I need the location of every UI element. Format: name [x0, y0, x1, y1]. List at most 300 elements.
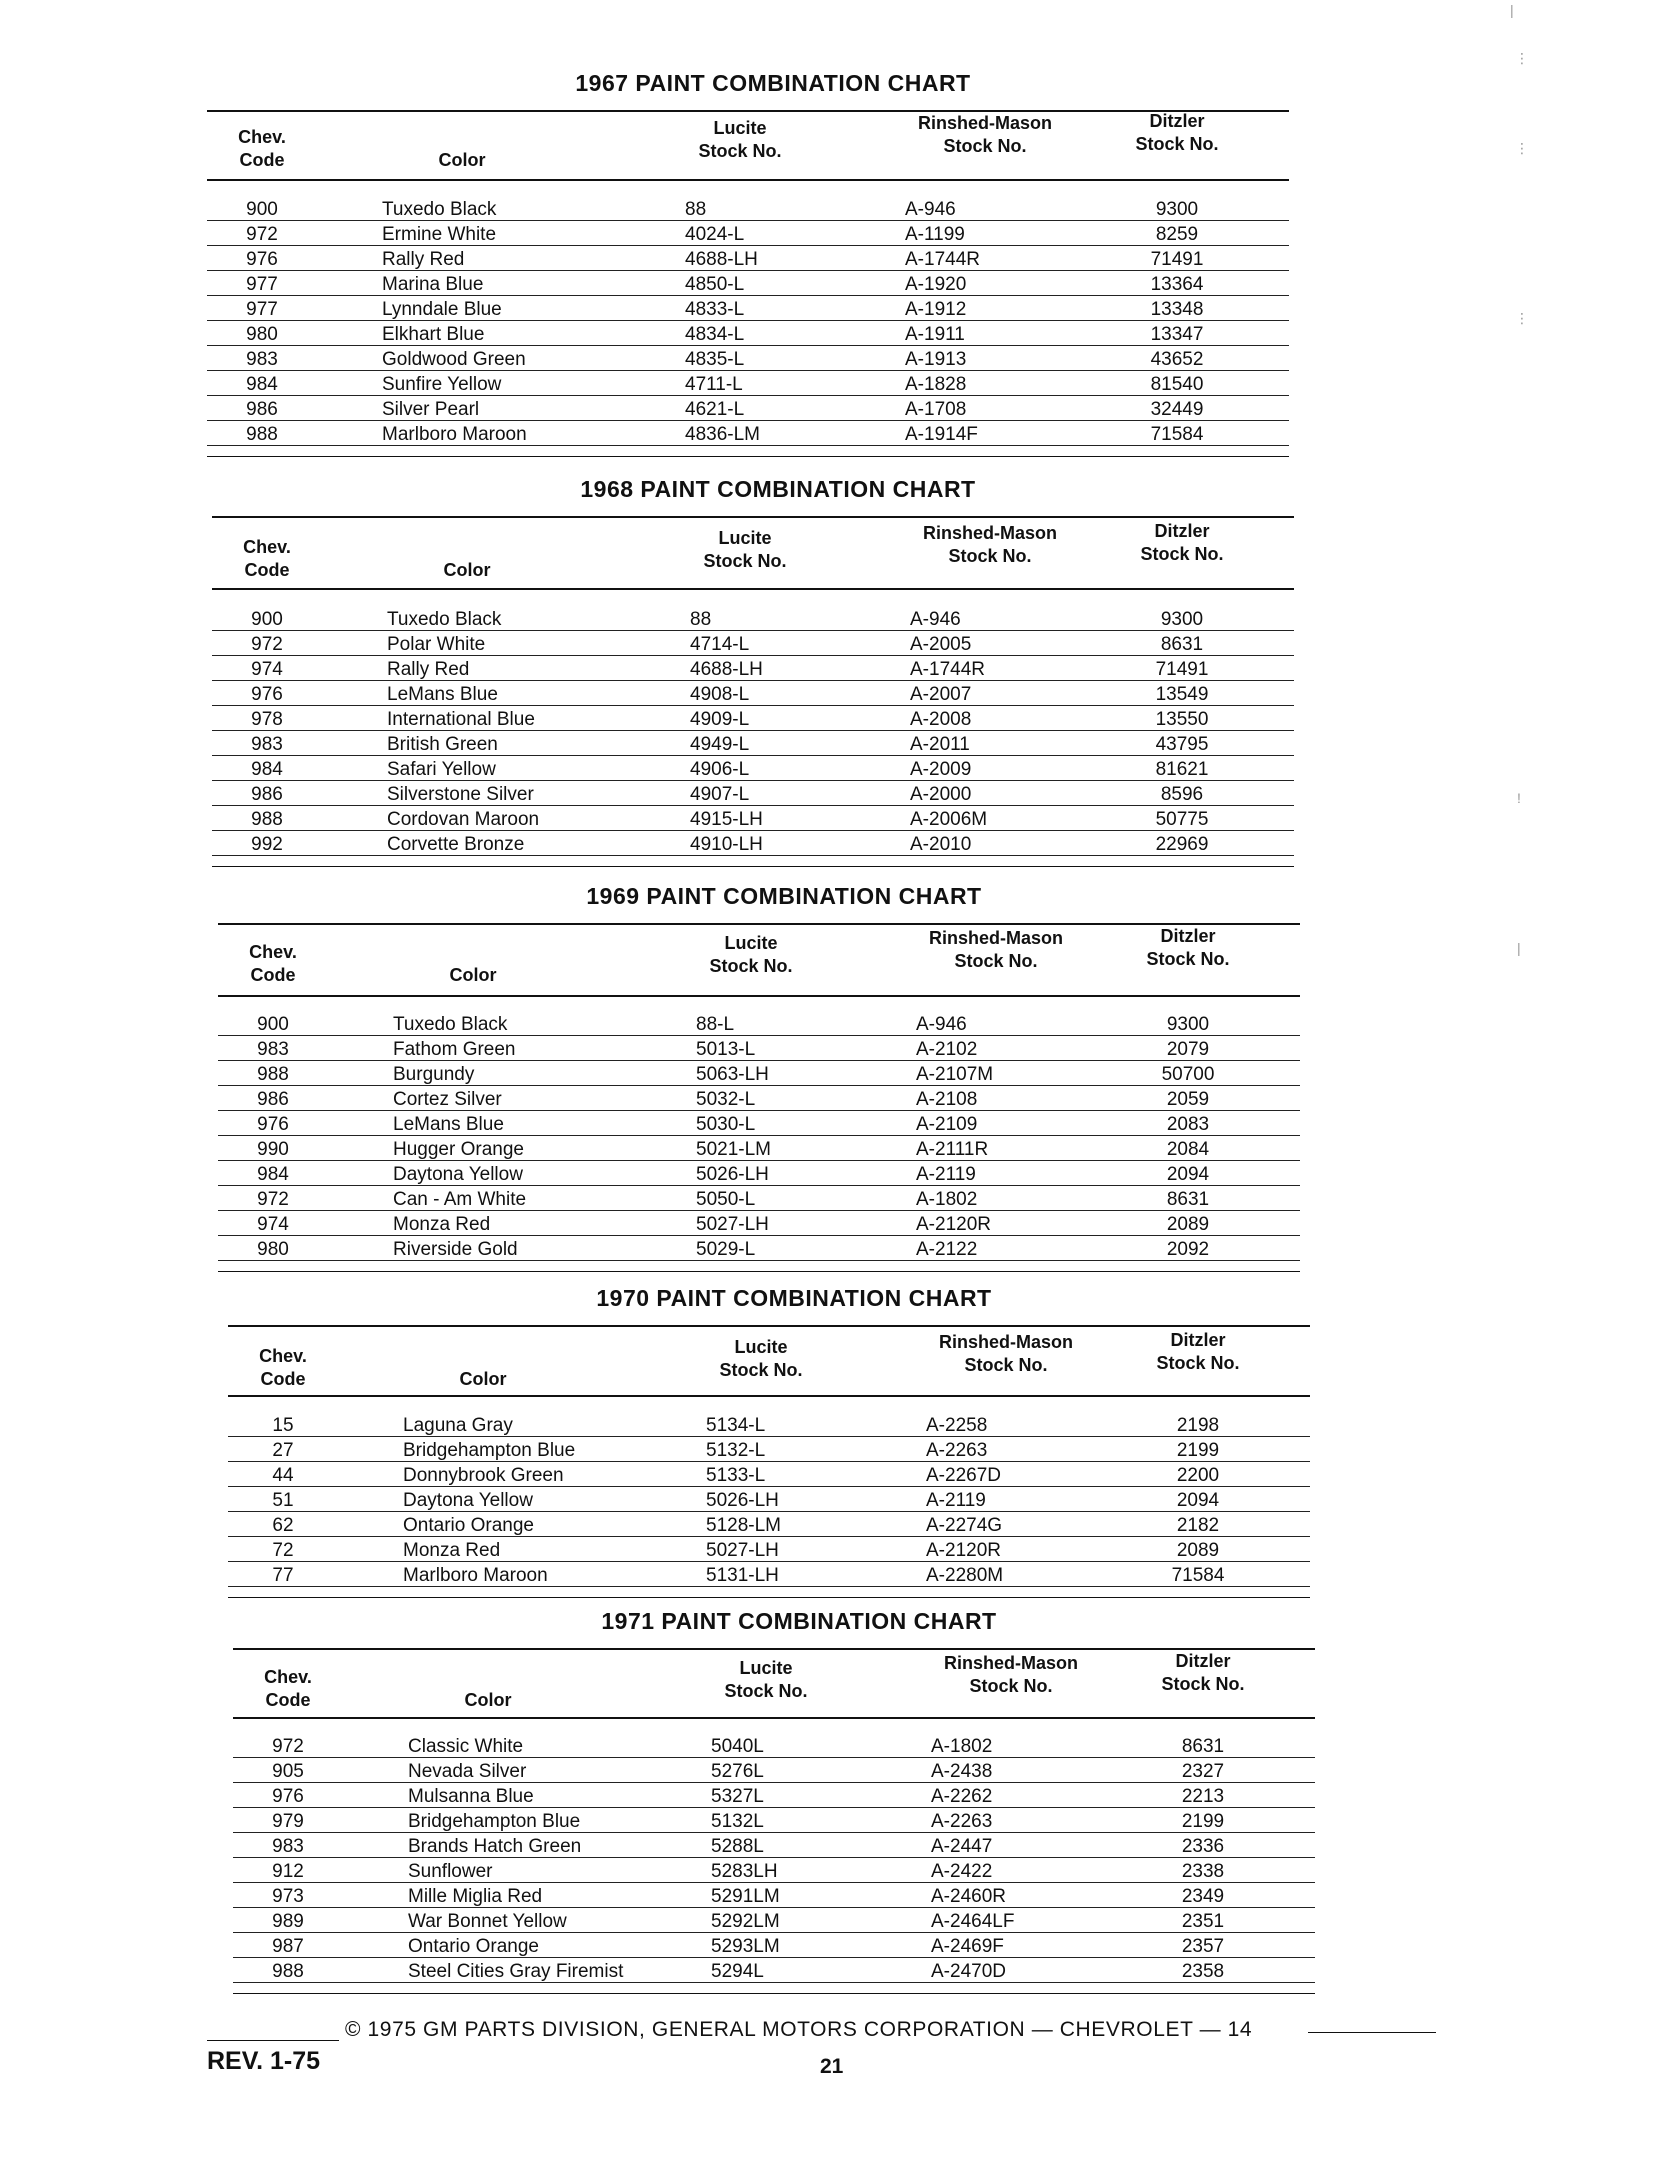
table-bottom-rule — [207, 456, 1289, 457]
cell-lucite: 5133-L — [706, 1465, 766, 1486]
cell-color: Sunfire Yellow — [382, 374, 502, 395]
cell-lucite: 5032-L — [696, 1089, 756, 1110]
cell-rinshed: A-2469F — [931, 1936, 1004, 1957]
cell-color: Ontario Orange — [408, 1936, 539, 1957]
column-header-ditzler: Ditzler Stock No. — [1146, 926, 1230, 969]
cell-color: Marlboro Maroon — [403, 1565, 548, 1586]
cell-ditzler: 13348 — [1150, 299, 1204, 320]
cell-lucite: 5291LM — [711, 1886, 780, 1907]
table-row — [218, 1236, 1300, 1261]
cell-lucite: 5027-LH — [696, 1214, 769, 1235]
table-row — [212, 606, 1294, 631]
cell-code: 983 — [272, 1836, 304, 1857]
header-top-rule — [212, 516, 1294, 518]
table-row — [218, 1036, 1300, 1061]
column-header-color: Color — [449, 965, 497, 985]
cell-rinshed: A-2111R — [916, 1139, 989, 1160]
cell-color: Cordovan Maroon — [387, 809, 540, 830]
cell-code: 72 — [272, 1540, 294, 1561]
cell-color: Tuxedo Black — [382, 199, 497, 220]
cell-code: 987 — [272, 1936, 304, 1957]
cell-color: LeMans Blue — [387, 684, 498, 705]
column-header-color: Color — [464, 1690, 512, 1710]
cell-rinshed: A-2280M — [926, 1565, 1004, 1586]
cell-rinshed: A-2107M — [916, 1064, 994, 1085]
cell-rinshed: A-2009 — [910, 759, 972, 780]
cell-ditzler: 13347 — [1150, 324, 1204, 345]
column-header-ditzler: Ditzler Stock No. — [1140, 521, 1224, 564]
cell-lucite: 88-L — [696, 1014, 735, 1035]
cell-color: Silver Pearl — [382, 399, 480, 420]
table-row — [207, 421, 1289, 446]
table-row — [218, 1011, 1300, 1036]
table-row — [212, 631, 1294, 656]
table-row — [228, 1537, 1310, 1562]
cell-lucite: 4621-L — [685, 399, 745, 420]
cell-color: LeMans Blue — [393, 1114, 504, 1135]
cell-rinshed: A-2102 — [916, 1039, 978, 1060]
cell-code: 988 — [272, 1961, 304, 1982]
table-row — [233, 1758, 1315, 1783]
cell-color: Polar White — [387, 634, 486, 655]
cell-rinshed: A-2119 — [916, 1164, 976, 1185]
chart-title: 1971 PAINT COMBINATION CHART — [601, 1608, 997, 1634]
cell-code: 977 — [246, 299, 278, 320]
cell-ditzler: 2358 — [1181, 1961, 1225, 1982]
footer-rule-left — [207, 2040, 339, 2041]
table-row — [233, 1933, 1315, 1958]
cell-code: 976 — [272, 1786, 304, 1807]
cell-ditzler: 2089 — [1176, 1540, 1220, 1561]
table-row — [207, 221, 1289, 246]
cell-rinshed: A-2120R — [926, 1540, 1001, 1561]
cell-ditzler: 2089 — [1166, 1214, 1210, 1235]
cell-ditzler: 2084 — [1166, 1139, 1210, 1160]
cell-rinshed: A-2120R — [916, 1214, 991, 1235]
table-row — [233, 1958, 1315, 1983]
revision-label: REV. 1-75 — [207, 2047, 321, 2075]
cell-ditzler: 2357 — [1181, 1936, 1225, 1957]
cell-color: Bridgehampton Blue — [408, 1811, 581, 1832]
cell-lucite: 4850-L — [685, 274, 745, 295]
chart-title: 1967 PAINT COMBINATION CHART — [575, 70, 971, 96]
table-row — [228, 1412, 1310, 1437]
table-row — [233, 1833, 1315, 1858]
table-bottom-rule — [218, 1271, 1300, 1272]
cell-rinshed: A-2263 — [926, 1440, 988, 1461]
cell-lucite: 4835-L — [685, 349, 745, 370]
cell-lucite: 4024-L — [685, 224, 745, 245]
cell-lucite: 4910-LH — [690, 834, 763, 855]
cell-rinshed: A-2262 — [931, 1786, 993, 1807]
cell-code: 972 — [257, 1189, 289, 1210]
cell-color: Hugger Orange — [393, 1139, 524, 1160]
cell-color: Steel Cities Gray Firemist — [408, 1961, 624, 1982]
row-rule — [233, 1982, 1315, 1983]
column-header-lucite: Lucite Stock No. — [698, 118, 782, 161]
cell-color: Rally Red — [382, 249, 465, 270]
cell-rinshed: A-1708 — [905, 399, 967, 420]
cell-ditzler: 2092 — [1166, 1239, 1210, 1260]
cell-color: Lynndale Blue — [382, 299, 502, 320]
cell-rinshed: A-2258 — [926, 1415, 988, 1436]
table-row — [207, 371, 1289, 396]
cell-ditzler: 9300 — [1155, 199, 1199, 220]
column-header-lucite: Lucite Stock No. — [709, 933, 793, 976]
cell-lucite: 5063-LH — [696, 1064, 769, 1085]
column-header-ditzler: Ditzler Stock No. — [1161, 1651, 1245, 1694]
cell-rinshed: A-2108 — [916, 1089, 978, 1110]
margin-mark: ! — [1517, 790, 1521, 806]
cell-rinshed: A-2464LF — [931, 1911, 1015, 1932]
column-header-code: Chev. Code — [238, 127, 286, 170]
table-row — [212, 681, 1294, 706]
cell-lucite: 4833-L — [685, 299, 745, 320]
cell-color: Safari Yellow — [387, 759, 496, 780]
cell-code: 974 — [257, 1214, 289, 1235]
paint-chart-0 — [207, 72, 1289, 458]
cell-code: 15 — [272, 1415, 294, 1436]
cell-color: Mille Miglia Red — [408, 1886, 543, 1907]
cell-code: 900 — [251, 609, 283, 630]
table-row — [207, 196, 1289, 221]
cell-code: 983 — [257, 1039, 289, 1060]
margin-mark: | — [1517, 940, 1521, 956]
cell-code: 984 — [246, 374, 278, 395]
paint-chart-1 — [212, 478, 1294, 868]
table-row — [218, 1186, 1300, 1211]
cell-ditzler: 71584 — [1150, 424, 1204, 445]
cell-ditzler: 50700 — [1161, 1064, 1215, 1085]
column-header-rinshed: Rinshed-Mason Stock No. — [922, 523, 1057, 566]
cell-rinshed: A-2422 — [931, 1861, 993, 1882]
cell-color: Fathom Green — [393, 1039, 516, 1060]
cell-color: Monza Red — [403, 1540, 501, 1561]
row-rule — [207, 445, 1289, 446]
margin-mark: ⋮ — [1515, 50, 1529, 66]
cell-rinshed: A-1911 — [905, 324, 965, 345]
table-row — [218, 1211, 1300, 1236]
cell-ditzler: 2199 — [1181, 1811, 1225, 1832]
column-header-lucite: Lucite Stock No. — [703, 528, 787, 571]
margin-mark: ⋮ — [1515, 310, 1529, 326]
cell-code: 77 — [272, 1565, 294, 1586]
cell-color: Marlboro Maroon — [382, 424, 527, 445]
cell-lucite: 5030-L — [696, 1114, 756, 1135]
table-row — [207, 271, 1289, 296]
cell-code: 27 — [272, 1440, 294, 1461]
column-header-lucite: Lucite Stock No. — [724, 1658, 808, 1701]
footer-rule-right — [1308, 2032, 1436, 2033]
cell-color: Bridgehampton Blue — [403, 1440, 576, 1461]
cell-color: Mulsanna Blue — [408, 1786, 534, 1807]
cell-lucite: 5132L — [711, 1811, 764, 1832]
cell-ditzler: 2338 — [1181, 1861, 1225, 1882]
cell-rinshed: A-1912 — [905, 299, 967, 320]
cell-color: War Bonnet Yellow — [408, 1911, 567, 1932]
cell-lucite: 4714-L — [690, 634, 750, 655]
table-row — [212, 756, 1294, 781]
cell-color: Ontario Orange — [403, 1515, 534, 1536]
cell-code: 974 — [251, 659, 283, 680]
cell-lucite: 5128-LM — [706, 1515, 781, 1536]
cell-lucite: 5294L — [711, 1961, 764, 1982]
cell-rinshed: A-2119 — [926, 1490, 986, 1511]
cell-color: Monza Red — [393, 1214, 491, 1235]
chart-title: 1969 PAINT COMBINATION CHART — [586, 883, 982, 909]
cell-lucite: 5026-LH — [706, 1490, 779, 1511]
column-header-code: Chev. Code — [249, 942, 297, 985]
table-row — [228, 1512, 1310, 1537]
cell-lucite: 5283LH — [711, 1861, 778, 1882]
column-header-code: Chev. Code — [243, 537, 291, 580]
header-bottom-rule — [233, 1717, 1315, 1719]
cell-color: Donnybrook Green — [403, 1465, 564, 1486]
cell-code: 900 — [246, 199, 278, 220]
copyright-footer: © 1975 GM PARTS DIVISION, GENERAL MOTORS CORPORATION — CHEVROLET — 14 — [345, 2018, 1253, 2041]
cell-code: 972 — [272, 1736, 304, 1757]
cell-code: 44 — [272, 1465, 294, 1486]
cell-lucite: 4688-LH — [685, 249, 758, 270]
cell-ditzler: 8596 — [1160, 784, 1204, 805]
column-header-rinshed: Rinshed-Mason Stock No. — [917, 113, 1052, 156]
column-header-lucite: Lucite Stock No. — [719, 1337, 803, 1380]
row-rule — [212, 855, 1294, 856]
cell-rinshed: A-2447 — [931, 1836, 993, 1857]
cell-code: 990 — [257, 1139, 289, 1160]
cell-lucite: 5029-L — [696, 1239, 756, 1260]
cell-lucite: 4906-L — [690, 759, 750, 780]
cell-ditzler: 22969 — [1155, 834, 1209, 855]
cell-rinshed: A-1199 — [905, 224, 965, 245]
cell-color: Ermine White — [382, 224, 497, 245]
table-bottom-rule — [212, 866, 1294, 867]
cell-rinshed: A-1744R — [905, 249, 980, 270]
cell-code: 51 — [272, 1490, 294, 1511]
table-row — [218, 1161, 1300, 1186]
cell-ditzler: 2079 — [1166, 1039, 1210, 1060]
header-bottom-rule — [228, 1395, 1310, 1397]
cell-code: 983 — [246, 349, 278, 370]
cell-ditzler: 2327 — [1181, 1761, 1225, 1782]
cell-color: British Green — [387, 734, 498, 755]
cell-rinshed: A-2267D — [926, 1465, 1001, 1486]
cell-rinshed: A-2122 — [916, 1239, 978, 1260]
cell-ditzler: 2094 — [1166, 1164, 1210, 1185]
cell-code: 972 — [246, 224, 278, 245]
cell-code: 980 — [246, 324, 278, 345]
table-row — [228, 1462, 1310, 1487]
table-row — [207, 296, 1289, 321]
cell-code: 976 — [257, 1114, 289, 1135]
cell-ditzler: 8631 — [1181, 1736, 1225, 1757]
cell-rinshed: A-2470D — [931, 1961, 1006, 1982]
cell-color: Sunflower — [408, 1861, 493, 1882]
table-row — [212, 806, 1294, 831]
cell-rinshed: A-2005 — [910, 634, 972, 655]
cell-code: 988 — [251, 809, 283, 830]
cell-ditzler: 43795 — [1155, 734, 1209, 755]
row-rule — [228, 1586, 1310, 1587]
cell-ditzler: 8631 — [1160, 634, 1204, 655]
cell-ditzler: 13549 — [1155, 684, 1209, 705]
cell-color: Riverside Gold — [393, 1239, 518, 1260]
cell-code: 988 — [257, 1064, 289, 1085]
cell-lucite: 88 — [690, 609, 712, 630]
cell-ditzler: 81621 — [1155, 759, 1209, 780]
cell-rinshed: A-2460R — [931, 1886, 1006, 1907]
table-row — [207, 346, 1289, 371]
margin-mark: | — [1510, 2, 1514, 18]
cell-lucite: 4949-L — [690, 734, 750, 755]
cell-color: Laguna Gray — [403, 1415, 513, 1436]
cell-rinshed: A-1802 — [916, 1189, 978, 1210]
table-row — [218, 1111, 1300, 1136]
cell-color: Goldwood Green — [382, 349, 526, 370]
cell-code: 986 — [257, 1089, 289, 1110]
cell-code: 976 — [251, 684, 283, 705]
cell-color: Tuxedo Black — [393, 1014, 508, 1035]
table-row — [233, 1783, 1315, 1808]
cell-lucite: 88 — [685, 199, 707, 220]
cell-lucite: 5288L — [711, 1836, 764, 1857]
cell-rinshed: A-946 — [916, 1014, 967, 1035]
cell-ditzler: 2336 — [1181, 1836, 1225, 1857]
cell-color: Tuxedo Black — [387, 609, 502, 630]
cell-ditzler: 2349 — [1181, 1886, 1225, 1907]
table-bottom-rule — [233, 1993, 1315, 1994]
cell-color: Brands Hatch Green — [408, 1836, 582, 1857]
cell-lucite: 5021-LM — [696, 1139, 771, 1160]
table-row — [228, 1487, 1310, 1512]
paint-chart-3 — [228, 1287, 1310, 1599]
header-bottom-rule — [212, 588, 1294, 590]
cell-ditzler: 8259 — [1155, 224, 1199, 245]
column-header-code: Chev. Code — [259, 1346, 307, 1389]
cell-code: 905 — [272, 1761, 304, 1782]
paint-chart-2 — [218, 885, 1300, 1273]
margin-mark: ⋮ — [1515, 140, 1529, 156]
column-header-color: Color — [443, 560, 491, 580]
table-row — [212, 731, 1294, 756]
table-row — [218, 1061, 1300, 1086]
table-row — [212, 656, 1294, 681]
cell-ditzler: 2094 — [1176, 1490, 1220, 1511]
cell-code: 62 — [272, 1515, 294, 1536]
cell-rinshed: A-2010 — [910, 834, 972, 855]
cell-rinshed: A-1828 — [905, 374, 967, 395]
cell-lucite: 5292LM — [711, 1911, 780, 1932]
table-row — [212, 781, 1294, 806]
cell-ditzler: 43652 — [1150, 349, 1204, 370]
cell-color: International Blue — [387, 709, 535, 730]
cell-ditzler: 2083 — [1166, 1114, 1210, 1135]
cell-ditzler: 2213 — [1181, 1786, 1225, 1807]
cell-ditzler: 81540 — [1150, 374, 1204, 395]
column-header-ditzler: Ditzler Stock No. — [1135, 111, 1219, 154]
cell-code: 980 — [257, 1239, 289, 1260]
paint-chart-4 — [233, 1610, 1315, 1995]
chart-title: 1970 PAINT COMBINATION CHART — [596, 1285, 992, 1311]
cell-code: 977 — [246, 274, 278, 295]
cell-rinshed: A-1913 — [905, 349, 967, 370]
column-header-rinshed: Rinshed-Mason Stock No. — [928, 928, 1063, 971]
cell-code: 979 — [272, 1811, 304, 1832]
cell-lucite: 5013-L — [696, 1039, 756, 1060]
table-row — [207, 246, 1289, 271]
cell-code: 973 — [272, 1886, 304, 1907]
cell-rinshed: A-2274G — [926, 1515, 1003, 1536]
cell-ditzler: 71584 — [1171, 1565, 1225, 1586]
cell-code: 988 — [246, 424, 278, 445]
chart-title: 1968 PAINT COMBINATION CHART — [580, 476, 976, 502]
cell-lucite: 5276L — [711, 1761, 764, 1782]
cell-rinshed: A-2011 — [910, 734, 970, 755]
cell-code: 978 — [251, 709, 283, 730]
cell-ditzler: 2198 — [1176, 1415, 1220, 1436]
table-row — [233, 1883, 1315, 1908]
cell-lucite: 4688-LH — [690, 659, 763, 680]
cell-rinshed: A-2000 — [910, 784, 972, 805]
cell-color: Daytona Yellow — [403, 1490, 533, 1511]
cell-rinshed: A-2109 — [916, 1114, 978, 1135]
table-row — [228, 1562, 1310, 1587]
cell-lucite: 4836-LM — [685, 424, 760, 445]
cell-ditzler: 2182 — [1176, 1515, 1220, 1536]
table-row — [218, 1136, 1300, 1161]
cell-color: Rally Red — [387, 659, 470, 680]
cell-ditzler: 2351 — [1181, 1911, 1225, 1932]
table-row — [218, 1086, 1300, 1111]
row-rule — [218, 1260, 1300, 1261]
cell-color: Daytona Yellow — [393, 1164, 523, 1185]
table-row — [207, 396, 1289, 421]
cell-lucite: 5327L — [711, 1786, 764, 1807]
column-header-color: Color — [459, 1369, 507, 1389]
table-row — [212, 706, 1294, 731]
cell-rinshed: A-1744R — [910, 659, 985, 680]
cell-rinshed: A-946 — [910, 609, 961, 630]
cell-code: 986 — [246, 399, 278, 420]
cell-lucite: 4908-L — [690, 684, 750, 705]
cell-lucite: 4834-L — [685, 324, 745, 345]
table-row — [233, 1808, 1315, 1833]
cell-code: 912 — [272, 1861, 304, 1882]
cell-color: Cortez Silver — [393, 1089, 502, 1110]
cell-code: 972 — [251, 634, 283, 655]
cell-code: 983 — [251, 734, 283, 755]
header-bottom-rule — [218, 995, 1300, 997]
cell-color: Silverstone Silver — [387, 784, 534, 805]
cell-lucite: 5131-LH — [706, 1565, 779, 1586]
cell-color: Nevada Silver — [408, 1761, 527, 1782]
cell-lucite: 4907-L — [690, 784, 750, 805]
cell-code: 992 — [251, 834, 283, 855]
cell-ditzler: 8631 — [1166, 1189, 1210, 1210]
cell-color: Can - Am White — [393, 1189, 527, 1210]
cell-rinshed: A-1802 — [931, 1736, 993, 1757]
cell-lucite: 5050-L — [696, 1189, 756, 1210]
cell-code: 989 — [272, 1911, 304, 1932]
cell-ditzler: 50775 — [1155, 809, 1209, 830]
table-bottom-rule — [228, 1597, 1310, 1598]
column-header-rinshed: Rinshed-Mason Stock No. — [938, 1332, 1073, 1375]
cell-code: 984 — [251, 759, 283, 780]
table-row — [233, 1908, 1315, 1933]
cell-lucite: 5040L — [711, 1736, 764, 1757]
cell-lucite: 5293LM — [711, 1936, 780, 1957]
column-header-ditzler: Ditzler Stock No. — [1156, 1330, 1240, 1373]
